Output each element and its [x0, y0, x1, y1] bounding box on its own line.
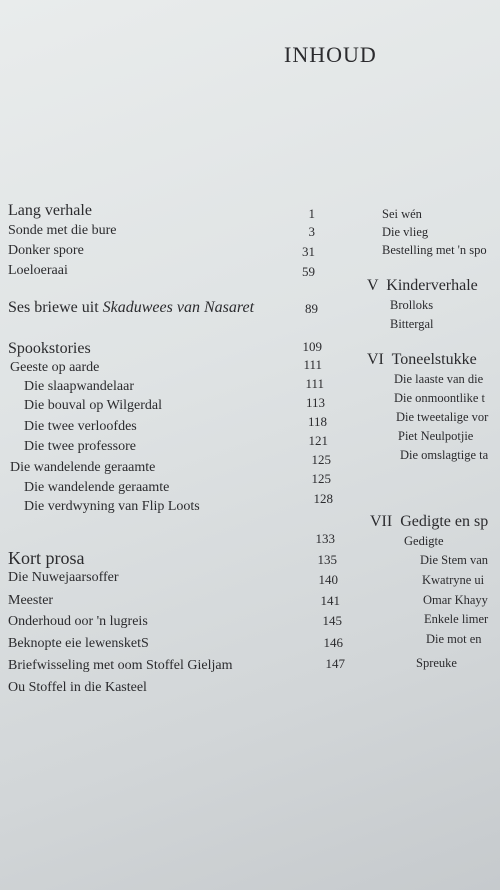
toc-entry-title: Lang verhale — [8, 202, 92, 219]
toc-entry-title: Bestelling met 'n spo — [382, 243, 487, 257]
toc-entry-page: 109 — [302, 339, 322, 354]
toc-entry-title: Sonde met die bure — [8, 223, 117, 238]
toc-entry-page: 128 — [313, 491, 333, 506]
toc-entry-title: Kort prosa — [8, 548, 85, 568]
toc-entry-title: Loeloeraai — [8, 263, 68, 278]
toc-entry-title — [8, 300, 254, 316]
toc-entry-title: Bittergal — [390, 317, 434, 331]
toc-entry-title: Enkele limer — [424, 612, 489, 626]
toc-entry-title: Sei wén — [382, 207, 422, 221]
toc-section-heading: VI Toneelstukke — [367, 351, 477, 368]
toc-entry-page: 111 — [305, 376, 324, 391]
toc-entry-page: 113 — [305, 395, 325, 410]
toc-entry-title: Die tweetalige vor — [396, 410, 489, 424]
toc-entry-page: 125 — [311, 452, 331, 467]
toc-entry-page: 31 — [302, 244, 315, 259]
toc-entry-title: Die laaste van die — [394, 372, 484, 386]
toc-entry-title: Meester — [8, 593, 54, 608]
toc-entry-title: Die twee professore — [24, 439, 136, 454]
toc-entry-title: Kwatryne ui — [422, 573, 485, 587]
toc-entry-page: 89 — [305, 301, 318, 316]
toc-entry-page: 147 — [325, 656, 345, 671]
toc-entry-title: Die wandelende geraamte — [24, 480, 170, 495]
toc-entry-page: 145 — [322, 613, 342, 628]
toc-entry-page: 135 — [317, 552, 337, 567]
toc-entry-title-roman: Ses briewe uit — [8, 299, 103, 316]
toc-entry-page: 121 — [308, 433, 328, 448]
toc-entry-page: 133 — [315, 531, 335, 546]
toc-entry-title: Omar Khayy — [423, 593, 488, 607]
toc-entry-title: Die Stem van — [420, 553, 489, 567]
toc-entry-title: Ou Stoffel in die Kasteel — [8, 680, 147, 695]
toc-entry-title: Briefwisseling met oom Stoffel Gieljam — [8, 658, 233, 673]
toc-entry-title: Spreuke — [416, 656, 457, 670]
toc-entry-title: Die vlieg — [382, 225, 429, 239]
toc-entry-title: Die mot en — [426, 632, 482, 646]
toc-section-heading: V Kinderverhale — [367, 277, 478, 294]
toc-entry-title: Donker spore — [8, 243, 84, 258]
toc-entry-title: Geeste op aarde — [10, 360, 100, 375]
toc-entry-page: 141 — [320, 593, 340, 608]
toc-entry-title: Spookstories — [8, 340, 91, 357]
toc-entry-title: Brolloks — [390, 298, 434, 312]
toc-entry-title: Die wandelende geraamte — [10, 460, 156, 475]
toc-entry-page: 125 — [311, 471, 331, 486]
toc-entry-page: 3 — [308, 224, 315, 239]
toc-entry-page: 140 — [318, 572, 338, 587]
toc-section-heading: VII Gedigte en sp — [370, 513, 489, 530]
toc-entry-title: Die twee verloofdes — [24, 419, 137, 434]
toc-entry-page: 111 — [303, 357, 322, 372]
toc-entry-title: Onderhoud oor 'n lugreis — [8, 614, 148, 629]
toc-entry-title: Die bouval op Wilgerdal — [24, 398, 162, 413]
page-title: INHOUD — [284, 42, 377, 67]
toc-entry-page: 59 — [302, 264, 315, 279]
toc-entry-page: 146 — [323, 635, 343, 650]
toc-entry-page: 118 — [307, 414, 327, 429]
toc-entry-page: 1 — [308, 206, 315, 221]
toc-entry-title-italic: Skaduwees van Nasaret — [102, 299, 255, 316]
toc-entry-title: Piet Neulpotjie — [398, 429, 474, 443]
toc-entry-title: Die onmoontlike t — [394, 391, 485, 405]
toc-entry-title: Beknopte eie lewensketS — [8, 636, 149, 651]
toc-entry-title: Die verdwyning van Flip Loots — [24, 499, 200, 514]
toc-entry-title: Gedigte — [404, 534, 444, 548]
toc-entry-title: Die omslagtige ta — [400, 448, 489, 462]
toc-entry-title: Die slaapwandelaar — [24, 379, 134, 394]
toc-entry-title: Die Nuwejaarsoffer — [8, 570, 119, 585]
